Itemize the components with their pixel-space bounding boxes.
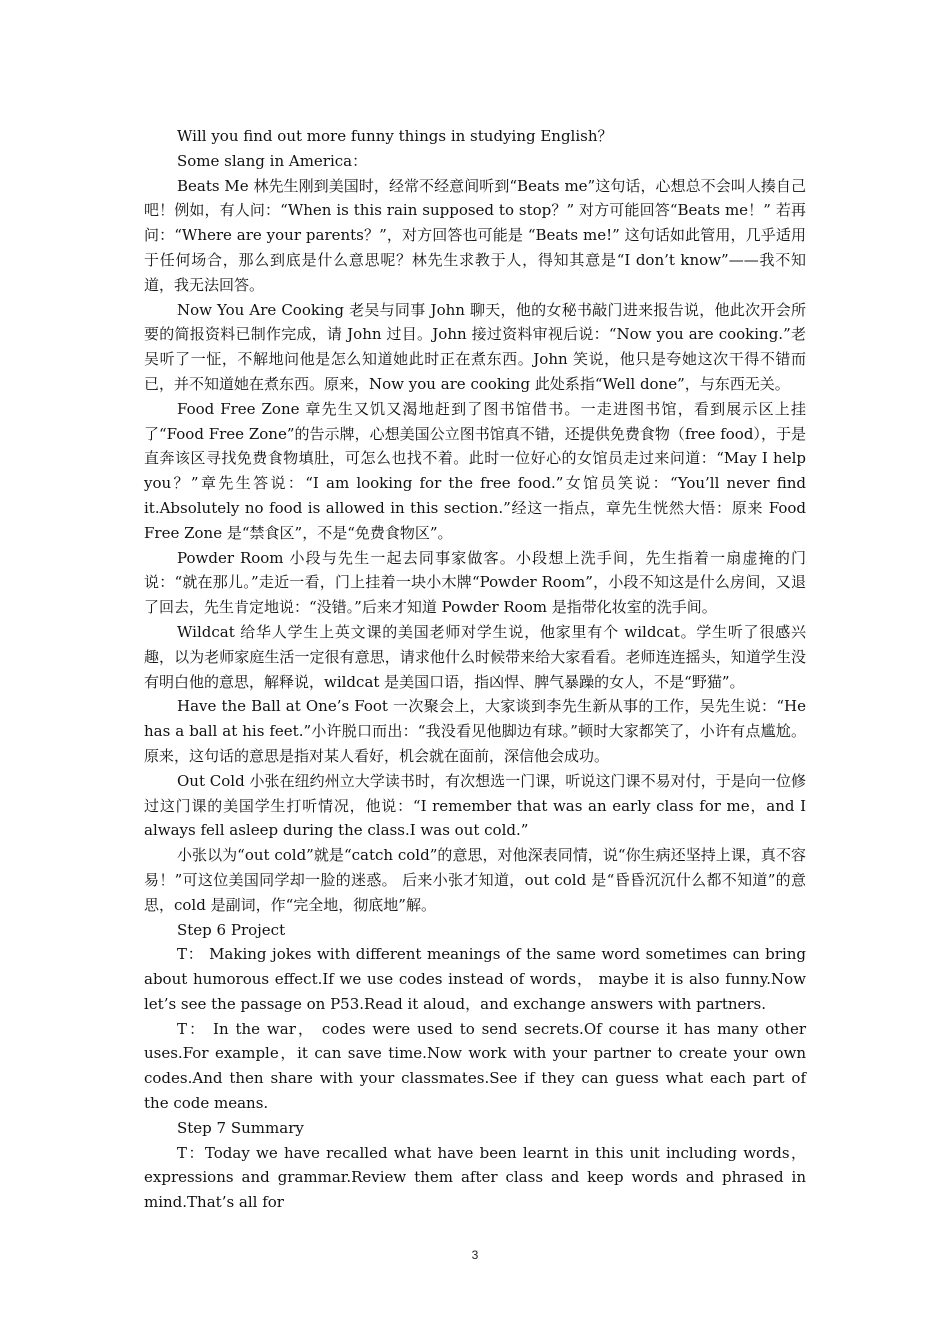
slang-out-cold-explanation: 小张以为“out cold”就是“catch cold”的意思，对他深表同情，说“你生病还坚持上课，真不容易！”可这位美国同学却一脸的迷惑。 后来小张才知道，out cold 是“昏昏沉沉什么都不知道”的意思，cold 是副词，作“完全地，彻底地”解。 — [144, 846, 806, 914]
slang-powder-room: Powder Room 小段与先生一起去同事家做客。小段想上洗手间，先生指着一扇虚掩的门说：“就在那儿。”走近一看，门上挂着一块小木牌“Powder Room”，小段不知这是什么房间，又退了回去，先生肯定地说：“没错。”后来才知道 Powder Room 是指带化妆室的洗手间。 — [144, 548, 806, 617]
slang-now-you-are-cooking: Now You Are Cooking 老吴与同事 John 聊天，他的女秘书敲门进来报告说，他此次开会所要的简报资料已制作完成，请 John 过目。John 接过资料审视后说：“Now you are cooking.”老吴听了一怔，不解地问他是怎么知道她此时正在煮东西。John 笑说，他只是夸她这次干得不错而已，并不知道她在煮东西。原来，Now you are cooking 此处系指“Well done”，与东西无关。 — [144, 300, 806, 393]
slang-wildcat: Wildcat 给华人学生上英文课的美国老师对学生说，他家里有个 wildcat。学生听了很感兴趣，以为老师家庭生活一定很有意思，请求他什么时候带来给大家看看。老师连连摇头，知道学生没有明白他的意思，解释说，wildcat 是美国口语，指凶悍、脾气暴躁的女人，不是“野猫”。 — [144, 622, 806, 691]
document-body — [144, 124, 806, 1215]
slang-heading: Some slang in America： — [177, 151, 368, 170]
slang-ball-at-foot: Have the Ball at One’s Foot 一次聚会上，大家谈到李先生新从事的工作，吴先生说：“He has a ball at his feet.”小许脱口而出：“我没看见他脚边有球。”顿时大家都笑了，小许有点尴尬。 原来，这句话的意思是指对某人看好，机会就在面前，深信他会成功。 — [144, 697, 806, 765]
step-6-teacher-2: T： In the war， codes were used to send secrets.Of course it has many other uses.For example，it can save time.Now work with your partner to create your own codes.And then share with your classmates.See if they can guess what each part of the code means. — [144, 1019, 806, 1113]
step-6-heading: Step 6 Project — [177, 920, 286, 939]
slang-food-free-zone: Food Free Zone 章先生又饥又渴地赶到了图书馆借书。一走进图书馆，看到展示区上挂了“Food Free Zone”的告示牌，心想美国公立图书馆真不错，还提供免费食物（free food），于是直奔该区寻找免费食物填肚，可怎么也找不着。此时一位好心的女馆员走过来问道：“May I help you？”章先生答说：“I am looking for the free food.”女馆员笑说：“You’ll never find it.Absolutely no food is allowed in this section.”经这一指点，章先生恍然大悟：原来 Food Free Zone 是“禁食区”，不是“免费食物区”。 — [144, 399, 806, 542]
page-number: 3 — [471, 1248, 479, 1262]
step-7-heading: Step 7 Summary — [177, 1118, 304, 1137]
slang-beats-me: Beats Me 林先生刚到美国时，经常不经意间听到“Beats me”这句话，心想总不会叫人揍自己吧！例如，有人问：“When is this rain supposed to stop？” 对方可能回答“Beats me！” 若再问：“Where are your parents？”，对方回答也可能是 “Beats me!” 这句话如此管用，几乎适用于任何场合，那么到底是什么意思呢？林先生求教于人，得知其意是“I don’t know”——我不知道，我无法回答。 — [144, 176, 806, 294]
intro-question: Will you find out more funny things in studying English？ — [177, 127, 613, 145]
step-7-teacher: T：Today we have recalled what have been learnt in this unit including words， expressions and grammar.Review them after class and keep words and phrased in mind.That’s all for — [144, 1143, 806, 1212]
step-6-teacher-1: T： Making jokes with different meanings of the same word sometimes can bring about humorous effect.If we use codes instead of words， maybe it is also funny.Now let’s see the passage on P53.Read it aloud，and exchange answers with partners. — [144, 945, 806, 1013]
slang-out-cold: Out Cold 小张在纽约州立大学读书时，有次想选一门课，听说这门课不易对付，于是向一位修过这门课的美国学生打听情况，他说：“I remember that was an early class for me，and I always fell asleep during the class.I was out cold.” — [144, 771, 806, 840]
